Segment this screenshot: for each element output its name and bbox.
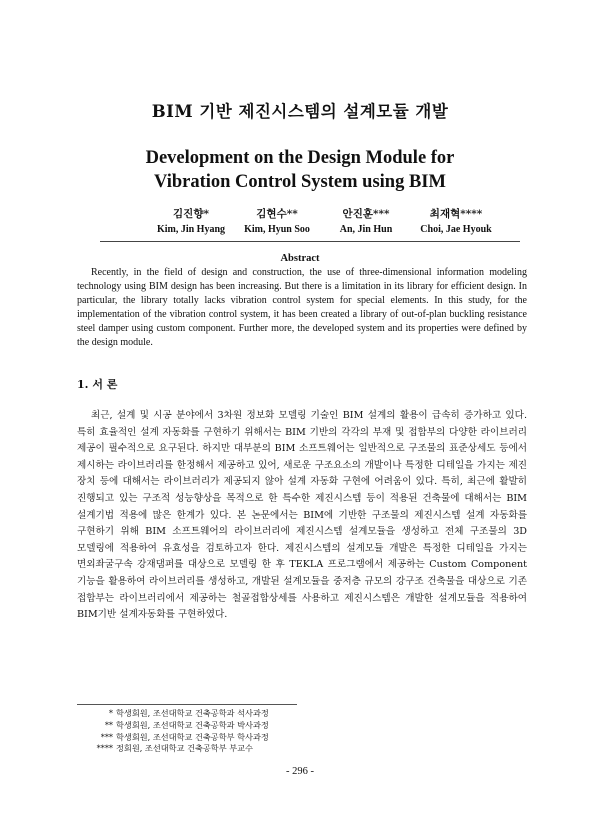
footnote-2 bbox=[77, 720, 377, 732]
footnote-2-text: 학생회원, 조선대학교 건축공학과 박사과정 bbox=[116, 719, 269, 730]
english-title-line-2: Vibration Control System using BIM bbox=[154, 172, 446, 192]
section-heading-introduction: 1. 서 론 bbox=[77, 378, 118, 391]
author-4 bbox=[396, 207, 516, 237]
footnote-1 bbox=[77, 708, 377, 720]
author-1-korean-name: 김진향* bbox=[173, 208, 209, 220]
footnote-1-mark: * bbox=[108, 708, 113, 718]
footnote-4-mark: **** bbox=[96, 743, 113, 754]
footnote-1-text: 학생회원, 조선대학교 건축공학과 석사과정 bbox=[116, 708, 269, 718]
english-title-line-1: Development on the Design Module for bbox=[145, 148, 455, 168]
footnote-divider bbox=[77, 704, 297, 705]
abstract-heading: Abstract bbox=[280, 253, 320, 264]
page-number: - 296 - bbox=[286, 766, 314, 777]
footnote-3 bbox=[77, 732, 377, 744]
author-2-korean-name: 김현수** bbox=[256, 208, 298, 220]
author-3-english-name: An, Jin Hun bbox=[339, 224, 393, 235]
abstract-text: Recently, in the field of design and construction, the use of three-dimensional information modeling technology using BIM design has been increasing. But there is a limitation in its library for efficient design. In particular, the library totally lacks vibration control system for special elements. In this study, for the implementation of the vibration control system, it has been created a library of out-of-plan buckling resistance steel damper using custom component. Further more, the developed system and its properties were defined by the design module. bbox=[77, 267, 527, 348]
author-2-english-name: Kim, Hyun Soo bbox=[244, 224, 310, 235]
footnote-2-mark: ** bbox=[104, 719, 113, 730]
author-1-english-name: Kim, Jin Hyang bbox=[156, 224, 226, 235]
korean-title: BIM 기반 제진시스템의 설계모듈 개발 bbox=[151, 102, 449, 121]
header-divider bbox=[100, 241, 520, 242]
footnote-4-text: 정회원, 조선대학교 건축공학부 부교수 bbox=[116, 743, 253, 754]
footnote-list bbox=[77, 708, 377, 755]
english-title bbox=[0, 146, 600, 194]
author-3-korean-name: 안진훈*** bbox=[342, 208, 390, 220]
author-4-korean-name: 최재혁**** bbox=[429, 208, 483, 220]
author-4-english-name: Choi, Jae Hyouk bbox=[420, 224, 492, 235]
introduction-paragraph: 최근, 설계 및 시공 분야에서 3차원 정보화 모델링 기술인 BIM 설계의 활용이 급속히 증가하고 있다. 특히 효율적인 설계 자동화를 구현하기 위해서는 BIM 기반의 각각의 부재 및 접합부의 다양한 라이브러리 제공이 필수적으로 요구된다. 하지만 대부분의 BIM 소프트웨어는 일반적으로 구조물의 표준상세도 등에서 제시하는 라이브러리를 한정해서 제공하고 있어, 새로운 구조요소의 개발이나 특정한 디테일을 가지는 제진 장치 등에 대해서는 라이브러리가 제공되지 않아 설계 자동화 구현에 어려움이 있다. 특히, 최근에 활발히 진행되고 있는 구조적 성능향상을 목적으로 한 특수한 제진시스템 등이 적용된 건축물에 대해서는 BIM 설계기법 적용에 많은 한계가 있다. 본 논문에서는 BIM에 기반한 구조물의 제진시스템 설계 자동화를 구현하기 위해 BIM 소프트웨어의 라이브러리에 제진시스템 설계모듈을 생성하고 전체 구조물의 3D 모델링에 적용하여 유효성을 검토하고자 한다. 제진시스템의 설계모듈 개발은 특정한 디테일을 가지는 면외좌굴구속 강재댐퍼를 대상으로 모델링 한 후 TEKLA 프로그램에서 제공하는 Custom Component 기능을 활용하여 라이브러리를 생성하고, 개발된 설계모듈을 중저층 규모의 강구조 건축물을 대상으로 기존 접합부는 라이브러리에서 제공하는 철골접합상세를 사용하고 제진시스템은 개발한 설계모듈을 적용하여 BIM기반 설계자동화를 구현하였다. bbox=[77, 410, 527, 621]
footnote-3-text: 학생회원, 조선대학교 건축공학부 학사과정 bbox=[116, 731, 269, 742]
footnote-3-mark: *** bbox=[100, 731, 113, 742]
footnote-4 bbox=[77, 743, 377, 755]
